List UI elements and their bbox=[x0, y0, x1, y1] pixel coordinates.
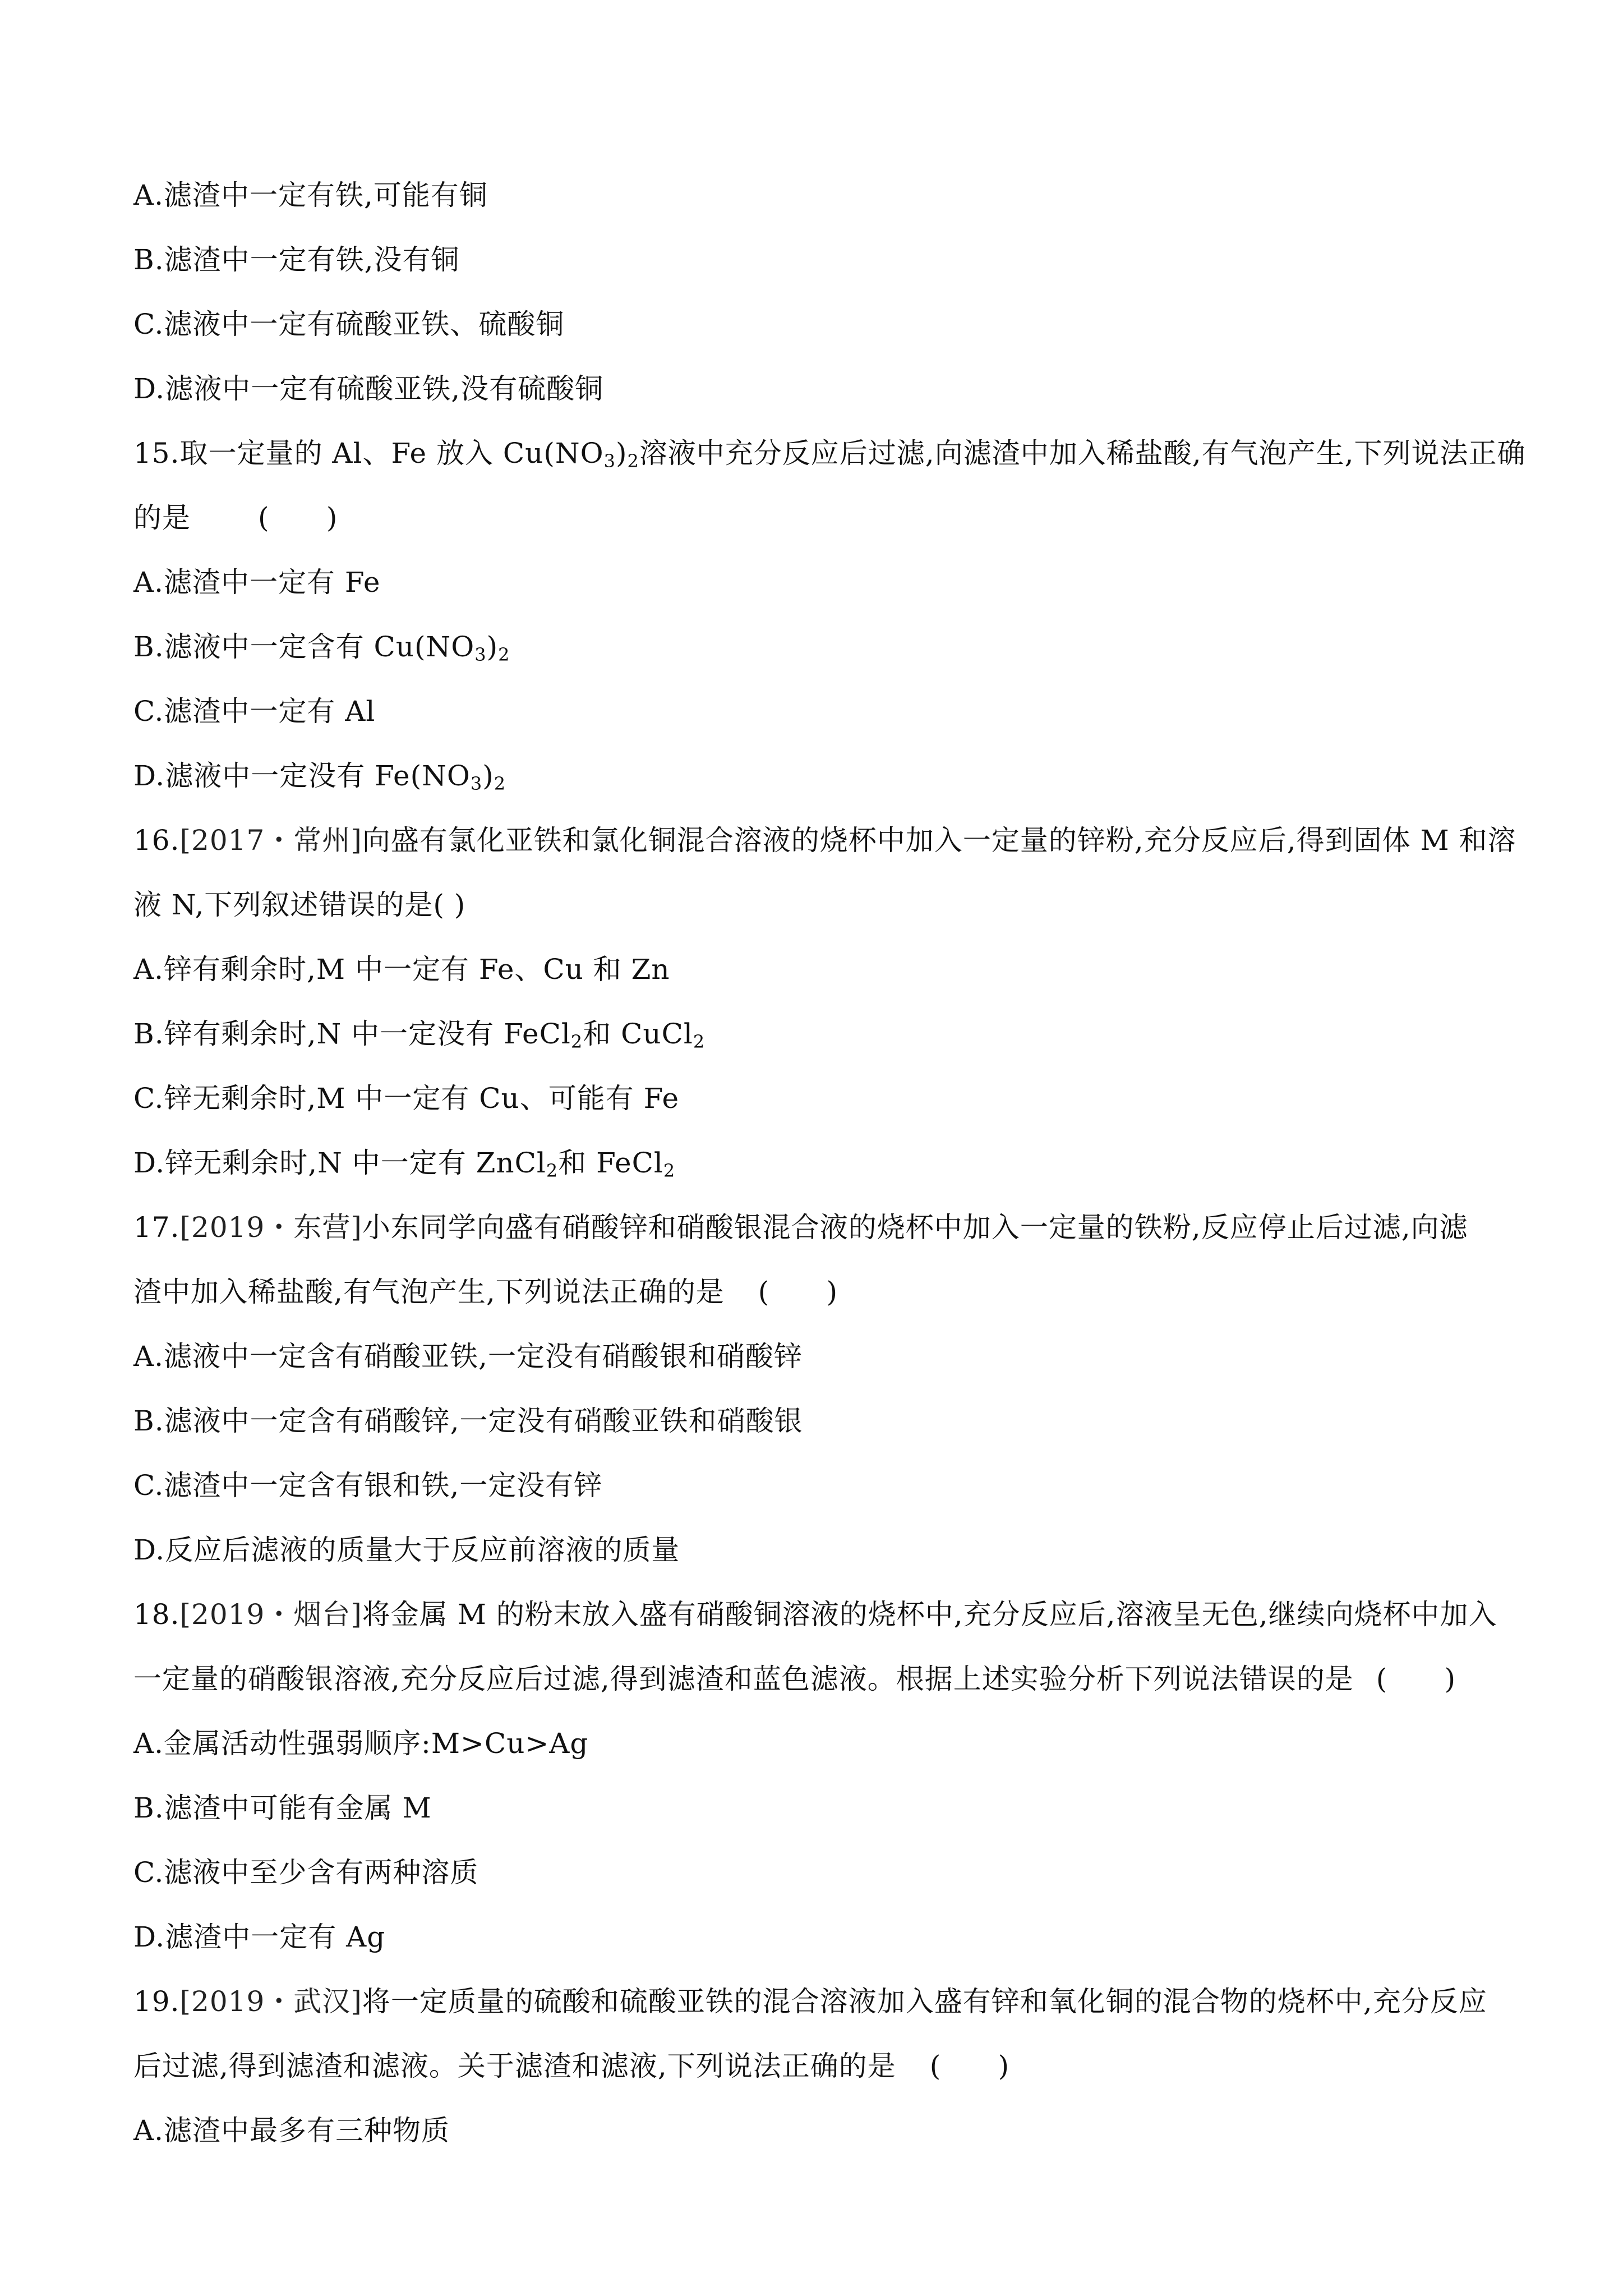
q17-option-a: A.滤液中一定含有硝酸亚铁,一定没有硝酸银和硝酸锌 bbox=[133, 1340, 803, 1373]
q17-option-b: B.滤液中一定含有硝酸锌,一定没有硝酸亚铁和硝酸银 bbox=[133, 1405, 803, 1437]
q18-option-a: A.金属活动性强弱顺序:M>Cu>Ag bbox=[133, 1727, 589, 1760]
q15-sub: 3 bbox=[603, 450, 616, 472]
q14-option-d: D.滤液中一定有硫酸亚铁,没有硫酸铜 bbox=[133, 372, 604, 405]
q15-number: 15. bbox=[133, 437, 180, 470]
q18-option-b: B.滤渣中可能有金属 M bbox=[133, 1792, 432, 1824]
q19-option-a: A.滤渣中最多有三种物质 bbox=[133, 2114, 450, 2147]
q16-number: 16. bbox=[133, 824, 180, 857]
q19-number: 19. bbox=[133, 1985, 180, 2018]
q15-answer-blank: ( ) bbox=[258, 501, 338, 534]
q18-stem-line1: 18.[2019・烟台]将金属 M 的粉末放入盛有硝酸铜溶液的烧杯中,充分反应后,溶液呈无色,继续向烧杯中加入 bbox=[133, 1598, 1497, 1631]
q16-option-a: A.锌有剩余时,M 中一定有 Fe、Cu 和 Zn bbox=[133, 953, 670, 986]
q17-option-c: C.滤渣中一定含有银和铁,一定没有锌 bbox=[133, 1469, 603, 1502]
q16-option-b: B.锌有剩余时,N 中一定没有 FeCl$_2$和 CuCl$_2$ bbox=[133, 1018, 706, 1052]
q19-source: [2019・武汉] bbox=[179, 1985, 362, 2018]
q16-option-d: D.锌无剩余时,N 中一定有 ZnCl$_2$和 FeCl$_2$ bbox=[133, 1147, 676, 1181]
q17-source: [2019・东营] bbox=[179, 1211, 362, 1244]
q16-stem-line1: 16.[2017・常州]向盛有氯化亚铁和氯化铜混合溶液的烧杯中加入一定量的锌粉,充分反应后,得到固体 M 和溶 bbox=[133, 824, 1516, 857]
q18-option-c: C.滤液中至少含有两种溶质 bbox=[133, 1856, 479, 1889]
q17-number: 17. bbox=[133, 1211, 180, 1244]
q15-option-b: B.滤液中一定含有 $Cu(NO_3)_2$ bbox=[133, 631, 510, 665]
q18-source: [2019・烟台] bbox=[179, 1598, 362, 1631]
q17-stem-line1: 17.[2019・东营]小东同学向盛有硝酸锌和硝酸银混合液的烧杯中加入一定量的铁粉,反应停止后过滤,向滤 bbox=[133, 1211, 1468, 1244]
q15-option-a: A.滤渣中一定有 Fe bbox=[133, 566, 381, 599]
q18-option-d: D.滤渣中一定有 Ag bbox=[133, 1921, 386, 1953]
q15-option-d: D.滤液中一定没有 $Fe(NO_3)_2$ bbox=[133, 760, 506, 794]
q14-option-c: C.滤液中一定有硫酸亚铁、硫酸铜 bbox=[133, 308, 565, 341]
q16-stem-line2: 液 N,下列叙述错误的是( ) bbox=[133, 889, 466, 921]
q17-option-d: D.反应后滤液的质量大于反应前溶液的质量 bbox=[133, 1534, 680, 1566]
q15-stem-part1: 取一定量的 Al、Fe 放入 Cu(NO bbox=[179, 437, 604, 470]
q16-source: [2017・常州] bbox=[179, 824, 362, 857]
q17-answer-blank: ( ) bbox=[758, 1276, 838, 1308]
q19-answer-blank: ( ) bbox=[929, 2050, 1010, 2082]
q19-stem-line2: 后过滤,得到滤渣和滤液。关于滤渣和滤液,下列说法正确的是 ( ) bbox=[133, 2050, 1010, 2082]
q14-option-b: B.滤渣中一定有铁,没有铜 bbox=[133, 243, 460, 276]
q15-stem-line1: 15.取一定量的 Al、Fe 放入 $Cu(NO_3)_2$溶液中充分反应后过滤,向滤渣中加入稀盐酸,有气泡产生,下列说法正确 bbox=[133, 437, 1526, 472]
q17-stem-line2: 渣中加入稀盐酸,有气泡产生,下列说法正确的是 ( ) bbox=[133, 1276, 838, 1308]
q18-stem-line2: 一定量的硝酸银溶液,充分反应后过滤,得到滤渣和蓝色滤液。根据上述实验分析下列说法错误的是 ( ) bbox=[133, 1663, 1456, 1695]
q15-stem-part2: 溶液中充分反应后过滤,向滤渣中加入稀盐酸,有气泡产生,下列说法正确 bbox=[639, 437, 1526, 470]
q16-option-c: C.锌无剩余时,M 中一定有 Cu、可能有 Fe bbox=[133, 1082, 680, 1115]
q15-stem-line2: 的是 ( ) bbox=[133, 501, 338, 534]
q14-option-a: A.滤渣中一定有铁,可能有铜 bbox=[133, 179, 488, 211]
q18-answer-blank: ( ) bbox=[1376, 1663, 1456, 1695]
q19-stem-line1: 19.[2019・武汉]将一定质量的硫酸和硫酸亚铁的混合溶液加入盛有锌和氧化铜的混合物的烧杯中,充分反应 bbox=[133, 1985, 1487, 2018]
q18-number: 18. bbox=[133, 1598, 180, 1631]
q15-option-c: C.滤渣中一定有 Al bbox=[133, 695, 376, 728]
